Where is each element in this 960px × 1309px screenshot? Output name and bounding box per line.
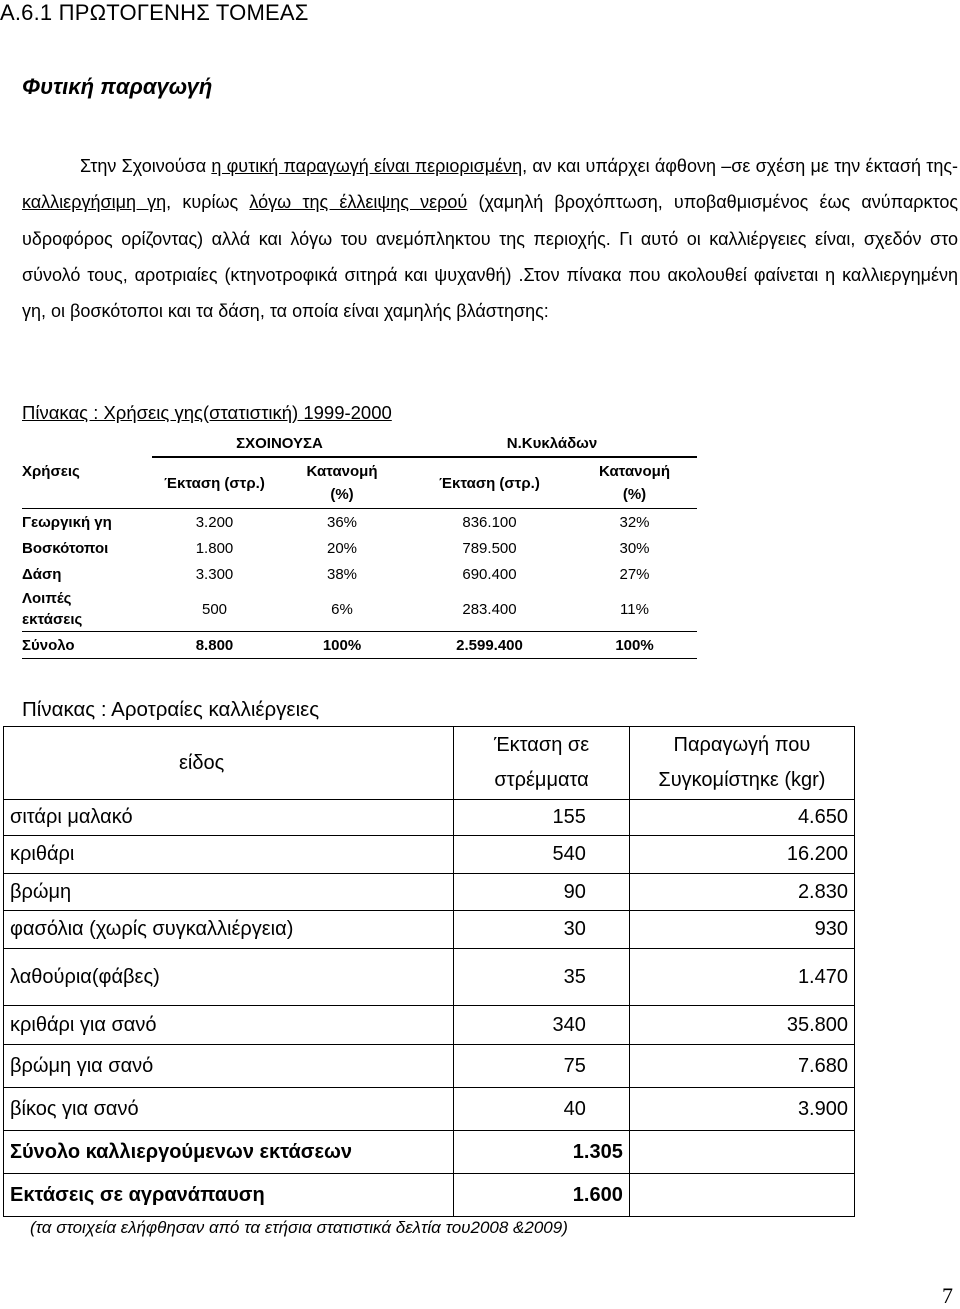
empty-cell (629, 1131, 854, 1174)
row-label-line1: Λοιπές (22, 590, 72, 607)
row-label: Βοσκότοποι (22, 539, 109, 557)
crop-area: 340 (454, 1006, 630, 1045)
col-header-area-2: Έκταση (στρ.) (439, 474, 540, 492)
share-label-2b: (%) (622, 486, 647, 503)
cell-area-2: 789.500 (462, 539, 517, 557)
crop-name: φασόλια (χωρίς συγκαλλιέργεια) (4, 911, 454, 949)
subsection-title: Φυτική παραγωγή (22, 74, 213, 99)
table-row (4, 1088, 855, 1131)
empty-cell (629, 1174, 854, 1217)
crop-name: βρώμη για σανό (4, 1045, 454, 1088)
col-header-kind: είδος (4, 727, 454, 800)
area-header-line2: στρέμματα (494, 769, 589, 791)
para-underline-2: καλλιεργήσιμη γη (22, 192, 167, 213)
total-cultivated-label: Σύνολο καλλιεργούμενων εκτάσεων (4, 1131, 454, 1174)
table-row-total (22, 632, 697, 659)
crop-production: 1.470 (629, 949, 854, 1006)
arable-crops-table (3, 726, 855, 1217)
cell-area-2: 690.400 (462, 565, 517, 583)
row-label: Δάση (22, 565, 62, 583)
cell-share-1: 6% (331, 600, 353, 618)
cell-share-2: 32% (619, 513, 650, 531)
table-row (22, 509, 697, 536)
crop-name: βίκος για σανό (4, 1088, 454, 1131)
table-row (4, 874, 855, 911)
para-text-3: , κυρίως (166, 192, 250, 213)
cell-share-1: 36% (326, 513, 358, 531)
intro-paragraph (22, 148, 958, 329)
crop-name: σιτάρι μαλακό (4, 800, 454, 836)
table-row (4, 949, 855, 1006)
table-row-total-cultivated (4, 1131, 855, 1174)
cell-share-1: 100% (277, 632, 407, 659)
crop-name: λαθούρια(φάβες) (4, 949, 454, 1006)
table-row (22, 587, 697, 632)
crop-production: 930 (629, 911, 854, 949)
table-row (4, 1045, 855, 1088)
row-label: Σύνολο (22, 632, 152, 659)
share-label-1a: Κατανομή (306, 463, 378, 480)
cell-share-2: 30% (619, 539, 650, 557)
col-header-production (629, 727, 854, 800)
crop-production: 3.900 (629, 1088, 854, 1131)
para-text-4: (χαμηλή βροχόπτωση, υποβαθμισμένος έως ανύπαρκτος υδροφόρος ορίζοντας) αλλά και λόγω του ανεμόπληκτου της περιοχής. Γι αυτό οι καλλιέργειες είναι, σχεδόν στο σύνολό τους, αροτριαίες (κτηνοτροφικά σιτηρά και ψυχανθή) .Στον πίνακα που ακολουθεί φαίνεται η καλλιεργημένη γη, οι βοσκότοποι και τα δάση, τα οποία είναι χαμηλής βλάστησης: (22, 192, 959, 322)
source-footnote: (τα στοιχεία ελήφθησαν από τα ετήσια στατιστικά δελτία του2008 &2009) (30, 1218, 568, 1237)
fallow-label: Εκτάσεις σε αγρανάπαυση (4, 1174, 454, 1217)
cell-share-1: 20% (326, 539, 358, 557)
fallow-value: 1.600 (454, 1174, 630, 1217)
crop-name: κριθάρι (4, 836, 454, 874)
crop-area: 155 (454, 800, 630, 836)
table-row (4, 911, 855, 949)
para-underline-3: λόγω της έλλειψης νερού (249, 192, 468, 213)
cell-area-2: 283.400 (462, 600, 517, 618)
cell-area-2: 836.100 (462, 513, 517, 531)
table-row (4, 800, 855, 836)
crop-production: 7.680 (629, 1045, 854, 1088)
crop-area: 75 (454, 1045, 630, 1088)
col-header-area (454, 727, 630, 800)
row-label: Γεωργική γη (22, 513, 112, 531)
col-header-share-2 (572, 457, 697, 509)
cell-area-1: 1.800 (195, 539, 234, 557)
section-heading: Α.6.1 ΠΡΩΤΟΓΕΝΗΣ ΤΟΜΕΑΣ (0, 0, 309, 25)
crop-area: 540 (454, 836, 630, 874)
crop-area: 90 (454, 874, 630, 911)
table-row (22, 535, 697, 561)
group-header-cyclades: Ν.Κυκλάδων (407, 430, 697, 457)
crop-area: 35 (454, 949, 630, 1006)
table-row (22, 561, 697, 587)
col-header-area-1: Έκταση (στρ.) (164, 474, 265, 492)
para-text-2: , αν και υπάρχει άφθονη –σε σχέση με την έκτασή της- (522, 156, 958, 176)
group-header-schoinousa: ΣΧΟΙΝΟΥΣΑ (152, 430, 407, 457)
crop-name: βρώμη (4, 874, 454, 911)
col-header-uses: Χρήσεις (22, 430, 152, 509)
para-underline-1: η φυτική παραγωγή είναι περιορισμένη (211, 156, 523, 176)
cell-area-1: 500 (201, 600, 228, 618)
cell-share-2: 100% (572, 632, 697, 659)
crop-name: κριθάρι για σανό (4, 1006, 454, 1045)
share-label-2a: Κατανομή (598, 463, 671, 480)
cell-share-1: 38% (326, 565, 358, 583)
table-row-fallow (4, 1174, 855, 1217)
area-header-line1: Έκταση σε (493, 734, 590, 756)
col-header-share-1 (277, 457, 407, 509)
table-row (4, 836, 855, 874)
cell-area-1: 8.800 (152, 632, 277, 659)
crop-production: 4.650 (629, 800, 854, 836)
para-text-1: Στην Σχοινούσα (80, 156, 212, 176)
row-label-line2: εκτάσεις (22, 611, 83, 628)
share-label-1b: (%) (330, 486, 354, 503)
table-row (4, 1006, 855, 1045)
crop-production: 35.800 (629, 1006, 854, 1045)
crop-area: 40 (454, 1088, 630, 1131)
crop-area: 30 (454, 911, 630, 949)
table1-caption: Πίνακας : Χρήσεις γης(στατιστική) 1999-2000 (22, 402, 392, 423)
cell-share-2: 11% (620, 600, 649, 618)
table2-caption: Πίνακας : Αροτραίες καλλιέργειες (22, 698, 320, 721)
cell-area-1: 3.300 (195, 565, 234, 583)
crop-production: 2.830 (629, 874, 854, 911)
total-cultivated-value: 1.305 (454, 1131, 630, 1174)
cell-area-1: 3.200 (195, 513, 234, 531)
crop-production: 16.200 (629, 836, 854, 874)
prod-header-line2: Συγκομίστηκε (kgr) (658, 769, 826, 791)
cell-area-2: 2.599.400 (407, 632, 572, 659)
prod-header-line1: Παραγωγή που (673, 734, 811, 756)
cell-share-2: 27% (619, 565, 650, 583)
row-label (22, 587, 152, 632)
page-number: 7 (942, 1283, 953, 1308)
land-use-table (22, 430, 697, 659)
